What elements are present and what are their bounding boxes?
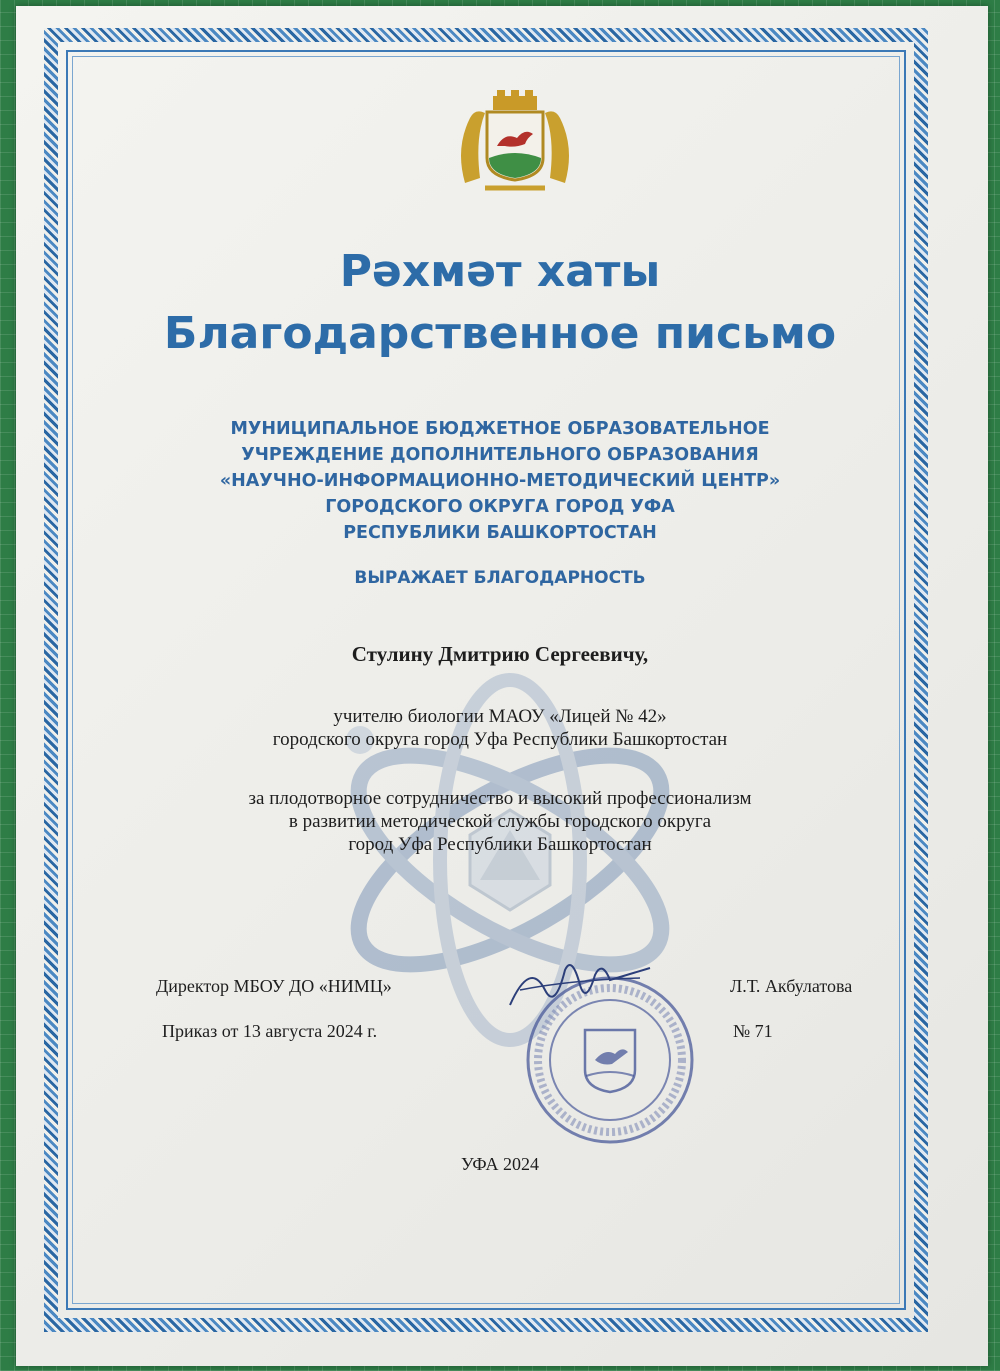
title-bashkir: Рәхмәт хаты	[339, 246, 661, 297]
organization-line: УЧРЕЖДЕНИЕ ДОПОЛНИТЕЛЬНОГО ОБРАЗОВАНИЯ	[241, 445, 759, 465]
position-line: учителю биологии МАОУ «Лицей № 42»	[333, 706, 667, 727]
reason-line: в развитии методической службы городского округа	[288, 811, 712, 832]
organization-line: «НАУЧНО-ИНФОРМАЦИОННО-МЕТОДИЧЕСКИЙ ЦЕНТР»	[219, 471, 781, 491]
ufa-coat-of-arms-icon	[445, 88, 585, 198]
footer-city-year: УФА 2024	[461, 1154, 539, 1174]
position-line: городского округа город Уфа Республики Башкортостан	[272, 729, 728, 750]
gratitude-reason	[100, 787, 900, 856]
organization-name	[100, 416, 900, 546]
director-signature-icon	[500, 950, 660, 1020]
order-label: Приказ от 13 августа 2024 г.	[162, 1021, 378, 1041]
organization-line: МУНИЦИПАЛЬНОЕ БЮДЖЕТНОЕ ОБРАЗОВАТЕЛЬНОЕ	[230, 419, 770, 439]
director-label: Директор МБОУ ДО «НИМЦ»	[156, 976, 392, 996]
order-number: № 71	[733, 1021, 773, 1041]
director-name: Л.Т. Акбулатова	[730, 976, 853, 996]
organization-line: РЕСПУБЛИКИ БАШКОРТОСТАН	[343, 523, 657, 543]
recipient-name: Стулину Дмитрию Сергеевичу,	[351, 642, 649, 666]
title-russian: Благодарственное письмо	[163, 308, 837, 359]
reason-line: город Уфа Республики Башкортостан	[348, 834, 652, 855]
expresses-gratitude: ВЫРАЖАЕТ БЛАГОДАРНОСТЬ	[354, 568, 646, 588]
organization-line: ГОРОДСКОГО ОКРУГА ГОРОД УФА	[325, 497, 675, 517]
reason-line: за плодотворное сотрудничество и высокий профессионализм	[248, 788, 752, 809]
recipient-position	[100, 705, 900, 751]
